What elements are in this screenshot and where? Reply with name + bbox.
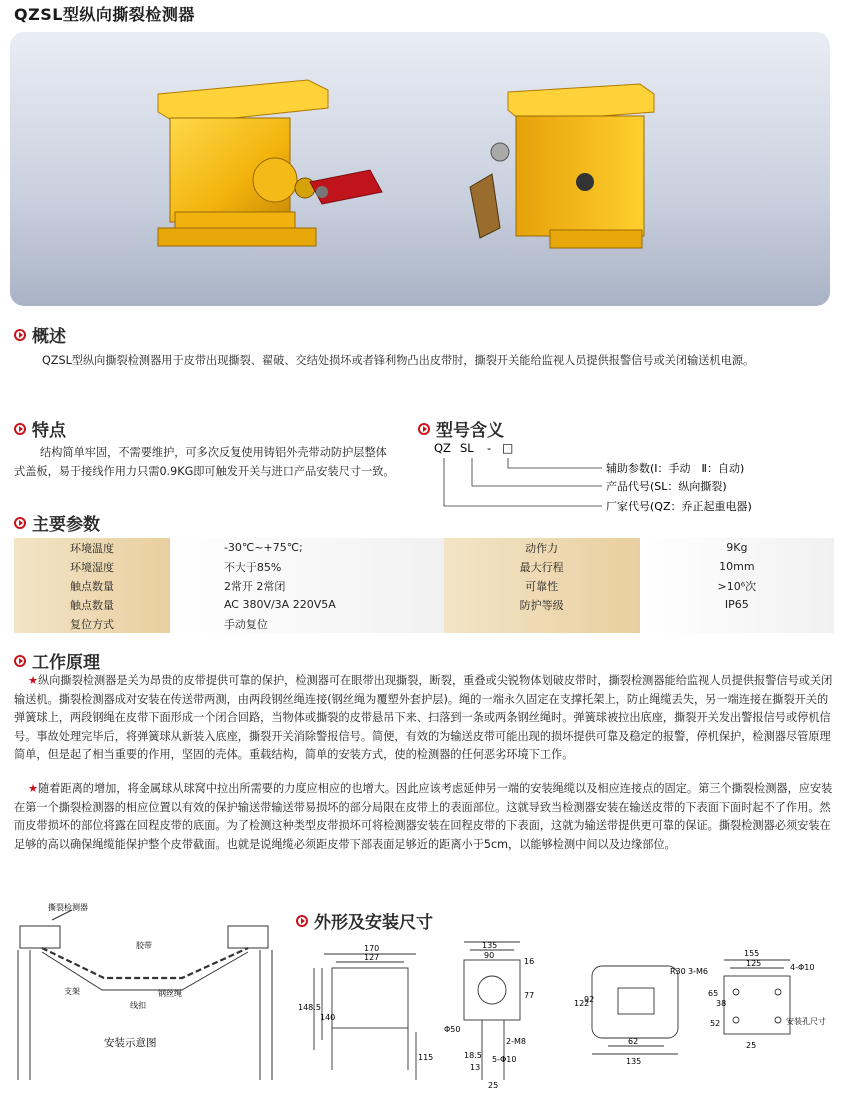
dim-135b: 135 <box>626 1057 642 1066</box>
dim-155: 155 <box>744 949 760 958</box>
params-cell: 环境湿度 <box>14 557 170 576</box>
star-icon: ★ <box>28 674 39 687</box>
params-cell: IP65 <box>640 595 834 614</box>
product-illustration <box>10 32 830 306</box>
principle-text-1: 纵向撕裂检测器是关为昂贵的皮带提供可靠的保护，检测器可在眼带出现撕裂，断裂，重叠或尖锐物体划破皮带时，撕裂检测器能给监视人员提供报警信号或关闭输送机。撕裂检测器成对安装在传送带两测，由两段钢丝绳连接(钢丝绳为覆塑外套护层)。绳的一端永久固定在支撑托架上，防止绳缆丢失，另一端连接在撕裂开关的弹簧球上，两段钢绳在皮带下面形成一个闭合回路，当物体或撕裂的皮带悬吊下来、扫落到一条或两条钢丝绳时。弹簧球被拉出底座，撕裂开关发出警报信号或停机信号。事故处理完毕后，将弹簧球从新装入底座，撕裂开关消除警报信号。简便，有效的为输送皮带可能出现的损坏提供可靠及稳定的报警，停机保护，检测器尽管原理简单，但是起了相当重要的作用，坚固的壳体。重载结构，简单的安装方式，使的检测器的任何恶劣环境下工作。 <box>14 674 833 761</box>
device-left <box>158 80 382 246</box>
principle-paragraph-2 <box>14 780 834 854</box>
model-code-sl: SL <box>460 441 474 455</box>
params-cell: >10⁶次 <box>640 576 834 595</box>
dim-127: 127 <box>364 953 380 962</box>
dim-170: 170 <box>364 944 380 953</box>
dim-r30: R30 <box>670 967 686 976</box>
params-row <box>14 595 834 614</box>
label-belt: 胶带 <box>136 941 152 950</box>
dim-90: 90 <box>484 951 495 960</box>
params-heading <box>14 510 100 535</box>
detector-right-shape <box>228 926 268 948</box>
bullet-arrow-icon <box>418 423 430 435</box>
params-cell <box>444 614 640 633</box>
front-view-body <box>332 968 408 1028</box>
bullet-arrow-icon <box>296 915 308 927</box>
dim-77: 77 <box>524 991 535 1000</box>
params-row <box>14 614 834 633</box>
dim-13: 13 <box>470 1063 481 1072</box>
dim-25b: 25 <box>746 1041 757 1050</box>
features-heading-text: 特点 <box>32 421 66 441</box>
features-text: 结构简单牢固，不需要维护，可多次反复使用铸铝外壳带动防护层整体式盖板，易于接线作用力只需0.9KG即可触发开关与进口产品安装尺寸一致。 <box>14 446 395 478</box>
dim-122: 122 <box>574 999 590 1008</box>
params-cell: 2常开 2常闭 <box>170 576 444 595</box>
params-cell: 不大于85% <box>170 557 444 576</box>
model-item-product: 产品代号(SL：纵向撕裂) <box>606 480 727 493</box>
mount-view-body <box>724 976 790 1034</box>
params-cell: AC 380V/3A 220V5A <box>170 595 444 614</box>
dim-115: 115 <box>418 1053 434 1062</box>
params-cell: 触点数量 <box>14 595 170 614</box>
dim-2-m8: 2-M8 <box>506 1037 526 1046</box>
principle-heading-text: 工作原理 <box>32 653 100 673</box>
dim-92: 92 <box>584 995 595 1004</box>
bullet-arrow-icon <box>14 517 26 529</box>
overview-heading-text: 概述 <box>32 327 66 347</box>
dim-52: 52 <box>710 1019 721 1028</box>
dims-heading-text: 外形及安装尺寸 <box>314 913 433 933</box>
label-rope: 钢丝绳 <box>158 989 182 998</box>
principle-heading <box>14 648 100 673</box>
install-caption: 安装示意图 <box>104 1037 157 1049</box>
page-title: QZSL型纵向撕裂检测器 <box>14 5 195 24</box>
product-photo <box>10 32 830 306</box>
principle-paragraph-1 <box>14 672 834 765</box>
params-cell: 动作力 <box>444 538 640 557</box>
dim-125: 125 <box>746 959 762 968</box>
belt-line <box>42 948 248 978</box>
params-cell: 最大行程 <box>444 557 640 576</box>
params-cell: -30℃~+75℃; <box>170 538 444 557</box>
dim-62: 62 <box>628 1037 639 1046</box>
dim-5-phi10: 5-Φ10 <box>492 1055 517 1064</box>
params-table <box>14 538 834 633</box>
dimension-drawings <box>292 940 832 1094</box>
params-cell: 触点数量 <box>14 576 170 595</box>
dim-65: 65 <box>708 989 719 998</box>
label-bracket: 支架 <box>64 987 80 996</box>
install-diagram <box>12 900 274 1095</box>
params-cell: 防护等级 <box>444 595 640 614</box>
dim-25: 25 <box>488 1081 499 1090</box>
params-cell: 手动复位 <box>170 614 444 633</box>
device-right <box>470 84 654 248</box>
params-cell: 环境温度 <box>14 538 170 557</box>
model-heading-text: 型号含义 <box>436 421 504 441</box>
dim-3-m6: 3-M6 <box>688 967 708 976</box>
star-icon: ★ <box>28 782 39 795</box>
model-code-box: □ <box>502 441 514 455</box>
model-code-diagram <box>430 438 810 518</box>
params-heading-text: 主要参数 <box>32 515 100 535</box>
top-view-body <box>592 966 678 1038</box>
dim-16: 16 <box>524 957 535 966</box>
model-item-maker: 厂家代号(QZ：乔正起重电器) <box>606 500 752 513</box>
frame-right <box>260 950 272 1080</box>
params-cell <box>640 614 834 633</box>
detector-left-shape <box>20 926 60 948</box>
dim-phi50: Φ50 <box>444 1025 461 1034</box>
principle-text-2: 随着距离的增加，将金属球从球窝中拉出所需要的力度应相应的也增大。因此应该考虑延伸另一端的安装绳缆以及相应连接点的固定。第三个撕裂检测器，应安装在第一个撕裂检测器的相应位置以有效的保护输送带输送带易损坏的部分局限在皮带上的表面部位。这就导致当检测器安装在输送皮带的下表面下面时起不了作用。然而皮带损坏的部位将露在回程皮带的底面。为了检测这种类型皮带损坏可将检测器安装在回程皮带的下表面，这就为输送带提供更可靠的保证。撕裂检测器必须安装在足够的高以确保绳缆能保护整个皮带截面。也就是说绳缆必须距皮带下部表面足够近的距离小于5cm，以能够检测中间以及边缘部位。 <box>14 782 833 851</box>
params-row <box>14 538 834 557</box>
dim-135: 135 <box>482 941 498 950</box>
bullet-arrow-icon <box>14 655 26 667</box>
dim-4-phi10: 4-Φ10 <box>790 963 815 972</box>
bullet-arrow-icon <box>14 329 26 341</box>
frame-left <box>18 950 30 1080</box>
label-detector: 撕裂检测器 <box>48 903 88 912</box>
params-cell: 9Kg <box>640 538 834 557</box>
model-item-aux: 辅助参数(Ⅰ：手动 Ⅱ：自动) <box>606 462 745 475</box>
side-view-body <box>464 960 520 1020</box>
hole-size-label: 安装孔尺寸 <box>786 1017 826 1026</box>
dim-18-5: 18.5 <box>464 1051 482 1060</box>
params-cell: 可靠性 <box>444 576 640 595</box>
model-code-dash: - <box>487 441 492 455</box>
bullet-arrow-icon <box>14 423 26 435</box>
dims-heading <box>296 908 433 933</box>
features-heading <box>14 416 66 441</box>
dim-38: 38 <box>716 999 727 1008</box>
label-clip: 线扣 <box>130 1001 146 1010</box>
params-cell: 复位方式 <box>14 614 170 633</box>
rope-line <box>42 952 248 990</box>
params-cell: 10mm <box>640 557 834 576</box>
params-row <box>14 576 834 595</box>
params-row <box>14 557 834 576</box>
overview-text: QZSL型纵向撕裂检测器用于皮带出现撕裂、翟破、交结处损坏或者锋利物凸出皮带肘，撕裂开关能给监视人员提供报警信号或关闭输送机电源。 <box>42 354 755 367</box>
dim-148-5: 148.5 <box>298 1003 321 1012</box>
dim-140: 140 <box>320 1013 336 1022</box>
model-code-qz: QZ <box>434 441 451 455</box>
overview-heading <box>14 322 66 347</box>
